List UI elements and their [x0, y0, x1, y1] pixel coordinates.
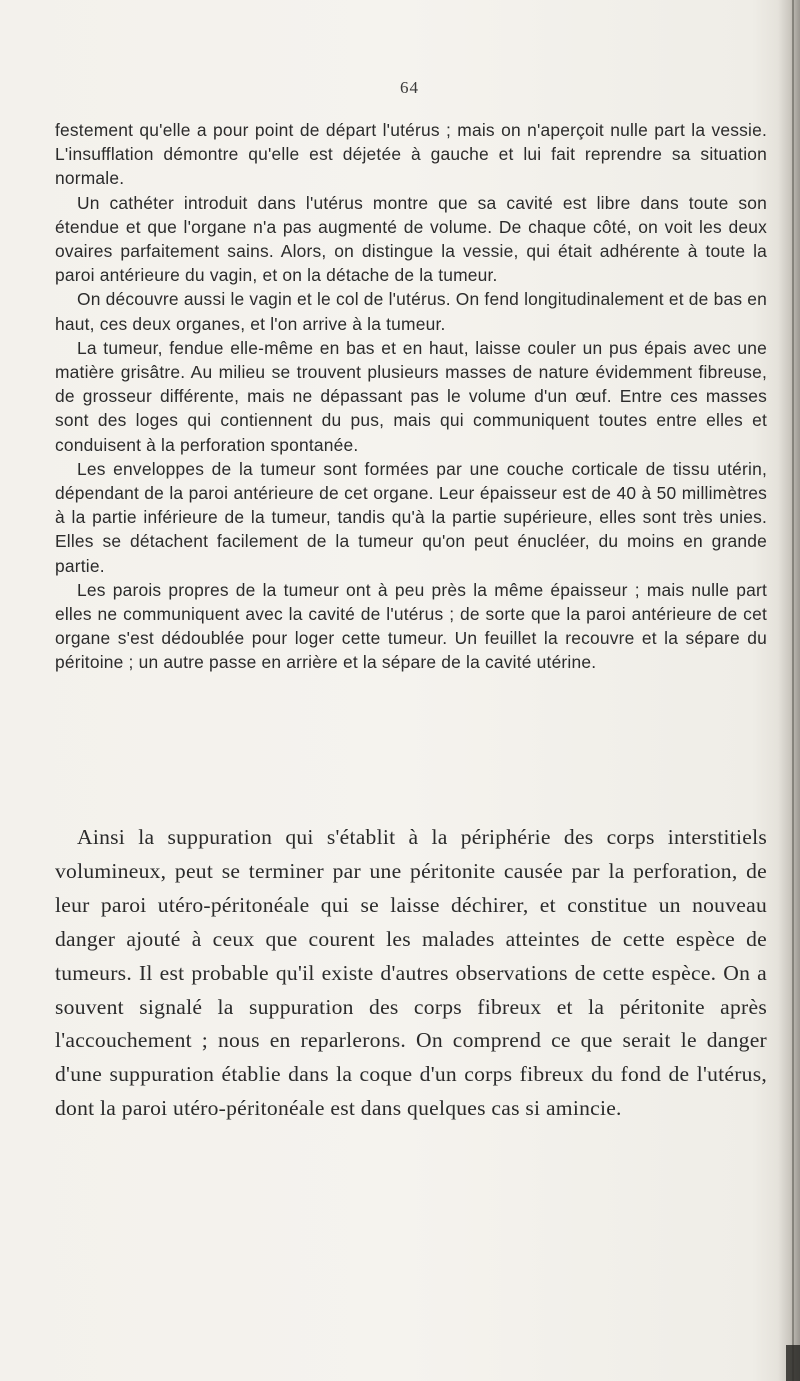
paragraph: On découvre aussi le vagin et le col de l'utérus. On fend longitudinalement et de bas en haut, ces deux organes, et l'on arrive à la tumeur. [55, 289, 767, 334]
page-edge-line [792, 0, 794, 1381]
paragraph: Les parois propres de la tumeur ont à peu près la même épaisseur ; mais nulle part elles ne communiquent avec la cavité de l'utérus ; de sorte que la paroi antérieure de cet organe s'est dédoublée pour loger cette tumeur. Un feuillet la recouvre et la sépare du péritoine ; un autre passe en arrière et la sépare de la cavité utérine. [55, 579, 767, 673]
paragraph: Les enveloppes de la tumeur sont formées par une couche corticale de tissu utérin, dépendant de la paroi antérieure de cet organe. Leur épaisseur est de 40 à 50 millimètres à la partie inférieure de la tumeur, tandis qu'à la partie supérieure, elles sont très unies. Elles se détachent facilement de la tumeur qu'on peut énucléer, du moins en grande partie. [55, 458, 767, 576]
commentary-text-block [55, 821, 767, 1126]
page-number: 64 [400, 78, 419, 97]
paragraph: Un cathéter introduit dans l'utérus montre que sa cavité est libre dans toute son étendue et que l'organe n'a pas augmenté de volume. De chaque côté, on voit les deux ovaires parfaitement sains. Alors, on distingue la vessie, qui était adhérente à toute la paroi antérieure du vagin, et on la détache de la tumeur. [55, 192, 767, 286]
paragraph: festement qu'elle a pour point de départ l'utérus ; mais on n'aperçoit nulle part la vessie. L'insufflation démontre qu'elle est déjetée à gauche et lui fait reprendre sa situation normale. [55, 120, 767, 189]
page-edge-corner [786, 1345, 800, 1381]
page-edge-shadow [778, 0, 800, 1381]
observation-text-block [55, 118, 767, 675]
paragraph: La tumeur, fendue elle-même en bas et en haut, laisse couler un pus épais avec une matière grisâtre. Au milieu se trouvent plusieurs masses de nature évidemment fibreuse, de grosseur différente, mais ne dépassant pas le volume d'un œuf. Entre ces masses sont des loges qui contiennent du pus, mais qui communiquent toutes entre elles et conduisent à la perforation spontanée. [55, 337, 767, 455]
paragraph: Ainsi la suppuration qui s'établit à la périphérie des corps interstitiels volumineux, peut se terminer par une péritonite causée par la perforation, de leur paroi utéro-péritonéale qui se laisse déchirer, et constitue un nouveau danger ajouté à ceux que courent les malades atteintes de cette espèce de tumeurs. Il est probable qu'il existe d'autres observations de cette espèce. On a souvent signalé la suppuration des corps fibreux et la péritonite après l'accouchement ; nous en reparlerons. On comprend ce que serait le danger d'une suppuration établie dans la coque d'un corps fibreux du fond de l'utérus, dont la paroi utéro-péritonéale est dans quelques cas si amincie. [55, 825, 767, 1121]
